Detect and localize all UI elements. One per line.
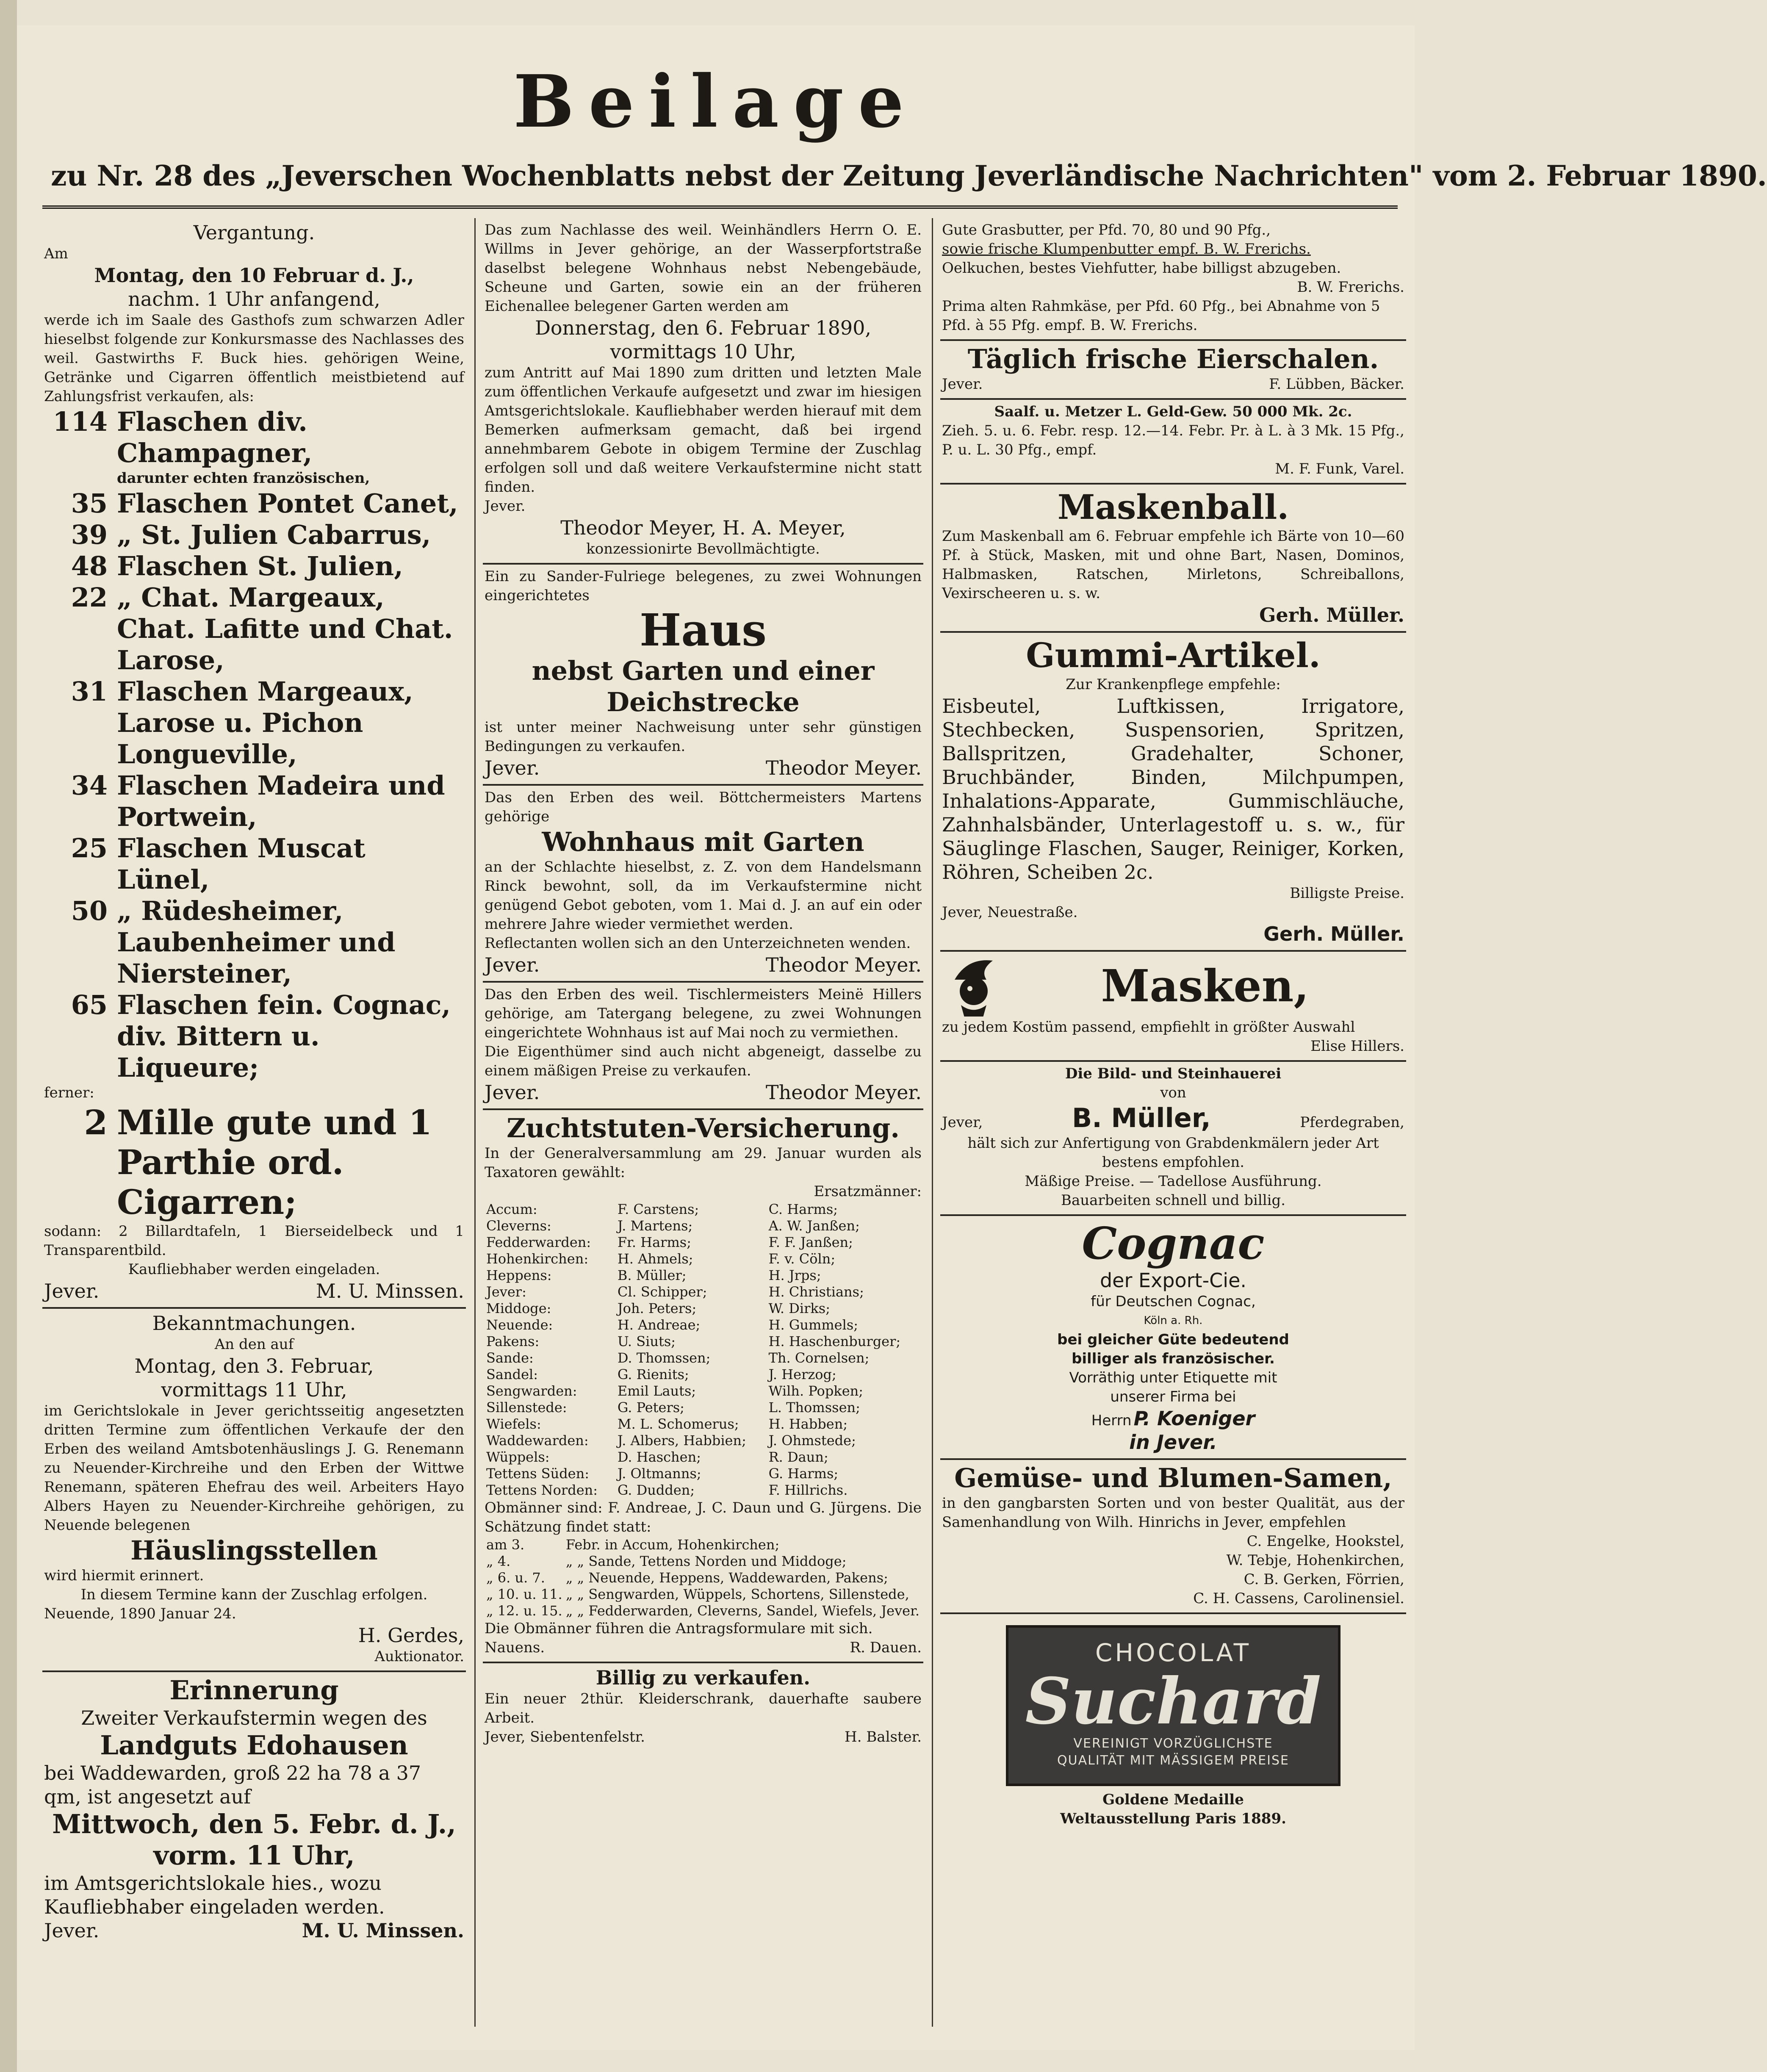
saat-l1: Saalf. u. Metzer L. Geld-Gew. 50 000 Mk. 2c. [994,403,1352,420]
bekannt-l2: Montag, den 3. Februar, [134,1355,374,1377]
haus-body: ist unter meiner Nachweisung unter sehr günstigen Bedingungen zu verkaufen. [485,719,922,755]
schedule-places: „ „ Sande, Tettens Norden und Middoge; [565,1553,847,1569]
vergantung-signature [44,1279,464,1303]
ad-billig [483,1663,923,1751]
taxator-row [485,1482,922,1499]
bekannt-sign: H. Gerdes, [358,1624,464,1647]
masthead-title: Beilage [513,59,919,144]
stein-place: Jever, [942,1114,983,1131]
wine-item-qty: 50 [71,895,108,926]
taxator-place: Jever: [486,1284,526,1300]
column-3 [940,218,1406,2027]
taxator-taxator: M. L. Schomerus; [617,1416,739,1432]
wein-sign: Theodor Meyer, H. A. Meyer, [560,516,846,539]
haus-sign: Theodor Meyer. [765,756,922,779]
taxator-row [485,1350,922,1366]
eier-place: Jever. [942,376,983,393]
billig-heading: Billig zu verkaufen. [595,1666,811,1689]
taxator-place: Sande: [486,1350,534,1366]
bekannt-heading: Bekanntmachungen. [152,1312,356,1335]
ad-gummi [940,633,1406,952]
gummi-heading: Gummi-Artikel. [1026,635,1321,675]
wine-item [44,406,464,469]
wine-item-desc: Flaschen fein. Cognac, div. Bittern u. Liqueure; [117,989,451,1083]
masken-heading: Masken, [1101,960,1309,1012]
ad-wohnhaus [483,786,923,983]
vergantung-time: nachm. 1 Uhr anfangend, [128,288,380,310]
haus-place: Jever. [485,756,540,779]
erinnerung-l5: im Amtsgerichtslokale hies., wozu Kaufliebhaber eingeladen werden. [44,1872,385,1918]
taxator-row [485,1284,922,1300]
wine-item-desc: „ St. Julien Cabarrus, [117,519,431,550]
schedule-places: „ „ Fedderwarden, Cleverns, Sandel, Wiefels, Jever. [565,1603,920,1619]
butter-l1: Gute Grasbutter, per Pfd. 70, 80 und 90 Pfg., [942,222,1271,238]
taxator-ersatz: J. Ohmstede; [768,1432,856,1449]
bekannt-note: In diesem Termine kann der Zuschlag erfolgen. [80,1586,428,1603]
wine-item [44,469,464,488]
stein-street: Pferdegraben, [1300,1114,1404,1131]
taxator-ersatz: H. Jrps; [768,1267,821,1283]
ad-zuchtstuten [483,1110,923,1663]
schedule-table [485,1537,922,1619]
taxator-ersatz: L. Thomssen; [768,1399,860,1415]
taxator-row [485,1317,922,1333]
taxator-taxator: G. Dudden; [617,1482,695,1498]
taxator-ersatz: F. Hillrichs. [768,1482,848,1498]
tischler-body: Das den Erben des weil. Tischlermeisters Meinë Hillers gehörige, am Tatergang belegene, zu zwei Wohnungen eingerichtete Wohnhaus ist auf Mai noch zu vermiethen. [485,986,922,1041]
masken-header [942,954,1404,1018]
taxator-taxator: D. Thomssen; [617,1350,711,1366]
wine-item-qty [44,469,117,488]
erinnerung-l3: bei Waddewarden, groß 22 ha 78 a 37 qm, ist angesetzt auf [44,1762,421,1808]
schedule-places: „ „ Sengwarden, Wüppels, Schortens, Sillenstede, [565,1586,909,1602]
butter-l2: sowie frische Klumpenbutter empf. B. W. Frerichs. [942,241,1311,258]
tischler-body2: Die Eigenthümer sind auch nicht abgeneigt, dasselbe zu einem mäßigen Preise zu verkaufen. [485,1043,922,1079]
samen-body: in den gangbarsten Sorten und von bester Qualität, aus der Samenhandlung von Wilh. Hinrichs in Jever, empfehlen [942,1495,1404,1531]
ad-haus [483,565,923,786]
taxator-row [485,1234,922,1251]
schedule-row [485,1570,922,1586]
taxator-ersatz: Wilh. Popken; [768,1383,864,1399]
suchard-l3: VEREINIGT VORZÜGLICHSTE [1073,1736,1273,1751]
eier-signature [942,375,1404,394]
schedule-date: „ 4. [486,1553,511,1569]
vergantung-ferner: ferner: [44,1084,94,1101]
wine-item-qty: 34 [71,770,108,801]
vergantung-extra-desc: Mille gute und 1 Parthie ord. Cigarren; [117,1102,432,1222]
taxator-taxator: Joh. Peters; [617,1300,697,1316]
wine-item-desc: Flaschen St. Julien, [117,551,403,582]
wohnhaus-signature [485,953,922,977]
taxator-place: Sandel: [486,1366,538,1382]
wine-item-desc: Flaschen Madeira und Portwein, [117,770,445,832]
erinnerung-place: Jever. [44,1919,100,1942]
taxator-row [485,1251,922,1267]
billig-body: Ein neuer 2thür. Kleiderschrank, dauerhafte saubere Arbeit. [485,1690,922,1726]
wine-item-desc: „ Rüdesheimer, Laubenheimer und Niersteiner, [117,895,396,989]
ad-samen [940,1460,1406,1614]
haus-intro: Ein zu Sander-Fulriege belegenes, zu zwei Wohnungen eingerichtetes [485,568,922,604]
column-2 [483,218,923,2027]
haus-big2: nebst Garten und einer Deichstrecke [532,655,875,717]
column-divider-1 [474,218,476,2027]
vergantung-kaufl: Kaufliebhaber werden eingeladen. [128,1261,380,1278]
taxator-place: Heppens: [486,1267,552,1283]
billig-place: Jever, Siebentenfelstr. [485,1729,645,1745]
masthead-rule [42,205,1398,209]
stein-name-row [942,1102,1404,1134]
column-divider-2 [932,218,933,2027]
maskenball-sign: Gerh. Müller. [1259,604,1404,626]
taxator-row [485,1465,922,1482]
stein-heading: Die Bild- und Steinhauerei [1065,1065,1282,1082]
wine-item-qty: 25 [71,833,108,864]
taxator-row [485,1300,922,1317]
taxator-place: Sengwarden: [486,1383,577,1399]
taxator-place: Fedderwarden: [486,1234,591,1250]
taxator-row [485,1432,922,1449]
zucht-place: Nauens. [485,1639,545,1656]
taxator-row [485,1416,922,1432]
billig-sign: H. Balster. [845,1729,922,1745]
schedule-places: „ „ Neuende, Heppens, Waddewarden, Pakens; [565,1570,888,1586]
wine-item-desc: „ Chat. Margeaux, Chat. Lafitte und Chat. Larose, [117,582,453,676]
taxator-place: Wüppels: [486,1449,550,1465]
wine-item-qty: 114 [53,406,108,437]
wein-role: konzessionirte Bevollmächtigte. [586,540,820,557]
taxator-ersatz: J. Herzog; [768,1366,836,1382]
haus-big: Haus [640,604,767,656]
masthead-subtitle: zu Nr. 28 des „Jeverschen Wochenblatts nebst der Zeitung Jeverländische Nachrichten" vom 2. Februar 1890. [51,159,1767,192]
taxator-place: Accum: [486,1201,537,1217]
taxator-taxator: J. Albers, Habbien; [617,1432,746,1449]
vergantung-sodann: sodann: 2 Billardtafeln, 1 Bierseidelbeck und 1 Transparentbild. [44,1223,464,1259]
zucht-signature [485,1638,922,1657]
taxator-place: Neuende: [486,1317,553,1333]
zucht-sign: R. Dauen. [850,1639,922,1656]
stein-name: B. Müller, [1072,1102,1211,1133]
taxator-place: Middoge: [486,1300,551,1316]
samen-names [942,1532,1404,1608]
wohnhaus-body2: Reflectanten wollen sich an den Unterzeichneten wenden. [485,935,911,952]
haus-signature [485,756,922,780]
ad-lotterie [940,400,1406,485]
schedule-date: „ 12. u. 15. [486,1603,562,1619]
schedule-row [485,1553,922,1570]
wine-item-qty: 31 [71,676,108,707]
erinnerung-l4: Mittwoch, den 5. Febr. d. J., vorm. 11 Uhr, [52,1809,456,1871]
jester-mask-icon [942,954,1005,1018]
binding-edge [0,0,17,2072]
bekannt-l1: An den auf [214,1336,294,1353]
butter-l4: Prima alten Rahmkäse, per Pfd. 60 Pfg., bei Abnahme von 5 Pfd. à 55 Pfg. empf. B. W. Frerichs. [942,298,1380,334]
cognac-l7: unserer Firma bei [1110,1388,1236,1405]
taxator-table [485,1201,922,1499]
zucht-obm: Obmänner sind: F. Andreae, J. C. Daun und G. Jürgens. Die Schätzung findet statt: [485,1499,922,1535]
butter-l3: Oelkuchen, bestes Viehfutter, habe billigst abzugeben. [942,260,1341,277]
cognac-l5: billiger als französischer. [1072,1350,1275,1367]
taxator-taxator: Cl. Schipper; [617,1284,707,1300]
taxator-place: Wiefels: [486,1416,541,1432]
taxator-ersatz: C. Harms; [768,1201,838,1217]
taxator-place: Tettens Süden: [486,1465,589,1482]
taxator-ersatz: A. W. Janßen; [768,1218,860,1234]
stein-l3: Bauarbeiten schnell und billig. [1061,1192,1286,1209]
taxator-row [485,1333,922,1350]
vergantung-place: Jever. [44,1280,100,1302]
bekannt-l3: vormittags 11 Uhr, [161,1378,347,1401]
stein-l2: Mäßige Preise. — Tadellose Ausführung. [1025,1173,1322,1190]
taxator-ersatz: H. Gummels; [768,1317,859,1333]
ad-masken [940,952,1406,1062]
taxator-ersatz: R. Daun; [768,1449,828,1465]
taxator-place: Waddewarden: [486,1432,589,1449]
schedule-row [485,1537,922,1553]
maskenball-heading: Maskenball. [1057,487,1289,527]
taxator-taxator: D. Haschen; [617,1449,701,1465]
zucht-heading: Zuchtstuten-Versicherung. [507,1113,900,1144]
wine-item [44,551,464,582]
wein-place: Jever. [485,498,526,515]
cognac-l1: der Export-Cie. [1100,1269,1247,1292]
eier-sign: F. Lübben, Bäcker. [1269,376,1404,393]
wine-item-desc: Flaschen Muscat Lünel, [117,833,366,895]
taxator-row [485,1267,922,1284]
vergantung-heading: Vergantung. [193,221,315,244]
stein-body: hält sich zur Anfertigung von Grabdenkmälern jeder Art bestens empfohlen. [967,1135,1379,1171]
schedule-date: „ 6. u. 7. [486,1570,545,1586]
zucht-intro: In der Generalversammlung am 29. Januar wurden als Taxatoren gewählt: [485,1145,922,1181]
saat-sign: M. F. Funk, Varel. [1275,460,1404,477]
wine-item [44,833,464,895]
taxator-place: Cleverns: [486,1218,551,1234]
taxator-taxator: H. Ahmels; [617,1251,693,1267]
wine-item [44,519,464,551]
wine-item-qty: 39 [71,519,108,550]
ad-maskenball [940,485,1406,633]
tischler-sign: Theodor Meyer. [765,1081,922,1104]
samen-dealer: W. Tebje, Hohenkirchen, [1226,1552,1404,1569]
vergantung-extra [44,1102,464,1222]
column-1 [42,218,466,2027]
bekannt-role: Auktionator. [374,1648,464,1665]
suchard-m1: Goldene Medaille [1102,1791,1244,1808]
ad-vergantung [42,218,466,1309]
taxator-taxator: J. Oltmanns; [617,1465,701,1482]
masken-body: zu jedem Kostüm passend, empfiehlt in größter Auswahl [942,1019,1355,1036]
suchard-l1: CHOCOLAT [1095,1638,1252,1667]
cognac-name: P. Koeniger [1133,1407,1255,1430]
wohnhaus-intro: Das den Erben des weil. Böttchermeisters Martens gehörige [485,789,922,825]
schedule-date: „ 10. u. 11. [486,1586,562,1602]
taxator-taxator: H. Andreae; [617,1317,701,1333]
wein-date: Donnerstag, den 6. Februar 1890, [535,316,872,339]
cognac-name-row [942,1407,1404,1430]
bekannt-dateline: Neuende, 1890 Januar 24. [44,1605,236,1622]
wine-item [44,488,464,519]
wine-item-qty: 48 [71,551,108,582]
taxator-row [485,1218,922,1234]
vergantung-extra-qty: 2 [84,1102,108,1142]
wine-item-qty: 22 [71,582,108,613]
cognac-l4: bei gleicher Güte bedeutend [1057,1331,1289,1348]
bekannt-big: Häuslingsstellen [130,1535,378,1566]
taxator-ersatz: H. Haschenburger; [768,1333,901,1349]
schedule-places: Febr. in Accum, Hohenkirchen; [565,1537,780,1553]
wine-item-desc: darunter echten französischen, [117,470,370,487]
ad-erinnerung [42,1672,466,1947]
vergantung-sign: M. U. Minssen. [316,1280,464,1302]
taxator-ersatz: F. F. Janßen; [768,1234,853,1250]
taxator-place: Tettens Norden: [486,1482,598,1498]
suchard-logo [1006,1625,1340,1786]
gummi-price: Billigste Preise. [1290,885,1404,902]
schedule-row [485,1586,922,1603]
erinnerung-l1: Zweiter Verkaufstermin wegen des [81,1706,427,1729]
taxator-place: Pakens: [486,1333,540,1349]
taxator-ersatz: H. Habben; [768,1416,848,1432]
erinnerung-signature [44,1919,464,1942]
taxator-ersatz: F. v. Cöln; [768,1251,836,1267]
samen-dealer: C. Engelke, Hookstel, [1246,1533,1404,1550]
gummi-sign: Gerh. Müller. [1263,922,1404,945]
wine-item [44,770,464,833]
erinnerung-l2: Landguts Edohausen [100,1730,408,1761]
erinnerung-heading: Erinnerung [169,1675,339,1706]
butter-s3: B. W. Frerichs. [1297,279,1404,296]
cognac-place: in Jever. [1129,1431,1217,1454]
cognac-l2: für Deutschen Cognac, [1091,1293,1256,1310]
maskenball-body: Zum Maskenball am 6. Februar empfehle ich Bärte von 10—60 Pf. à Stück, Masken, mit und ohne Bart, Nasen, Dominos, Halbmasken, Ratschen, Mirletons, Schreiballons, Vexirscheeren u. s. w. [942,528,1404,602]
gummi-intro: Zur Krankenpflege empfehle: [1066,676,1281,693]
taxator-taxator: Emil Lauts; [617,1383,696,1399]
ad-steinhauerei [940,1062,1406,1216]
taxator-taxator: F. Carstens; [617,1201,699,1217]
suchard-m2: Weltausstellung Paris 1889. [1060,1810,1286,1827]
tischler-place: Jever. [485,1081,540,1104]
taxator-ersatz: H. Christians; [768,1284,864,1300]
ad-bekanntmachungen [42,1309,466,1672]
taxator-ersatz: Th. Cornelsen; [768,1350,870,1366]
taxator-ersatz: W. Dirks; [768,1300,830,1316]
wine-item [44,582,464,676]
samen-dealer: C. B. Gerken, Förrien, [1244,1571,1404,1588]
wohnhaus-place: Jever. [485,953,540,976]
taxator-taxator: G. Peters; [617,1399,684,1415]
zucht-ersatz: Ersatzmänner: [814,1183,922,1200]
wine-item-desc: Flaschen Margeaux, Larose u. Pichon Longueville, [117,676,413,770]
gummi-body: Eisbeutel, Luftkissen, Irrigatore, Stechbecken, Suspensorien, Spritzen, Ballspritzen, Gradehalter, Schoner, Bruchbänder, Binden, Milchpumpen, Inhalations-Apparate, Gummischläuche, Zahnhalsbänder, Unterlagestoff u. s. w., für Säuglinge Flaschen, Sauger, Reiniger, Korken, Röhren, Scheiben 2c. [942,695,1404,884]
wine-item [44,676,464,770]
ad-weinhaendler [483,218,923,565]
suchard-l4: QUALITÄT MIT MÄSSIGEM PREISE [1057,1753,1289,1768]
saat-l2: Zieh. 5. u. 6. Febr. resp. 12.—14. Febr. Pr. à L. à 3 Mk. 15 Pfg., P. u. L. 30 Pfg., empf. [942,422,1404,458]
wohnhaus-big: Wohnhaus mit Garten [542,826,864,857]
taxator-taxator: U. Siuts; [617,1333,676,1349]
suchard-l2: Suchard [1025,1664,1321,1739]
taxator-row [485,1383,922,1399]
cognac-heading: Cognac [1082,1217,1265,1269]
ad-eierschalen [940,341,1406,400]
wine-item [44,895,464,989]
bekannt-remind: wird hiermit erinnert. [44,1567,204,1584]
eier-heading: Täglich frische Eierschalen. [967,343,1379,374]
wine-item-qty: 65 [71,989,108,1020]
taxator-taxator: J. Martens; [617,1218,693,1234]
gummi-place: Jever, Neuestraße. [942,904,1078,921]
taxator-taxator: G. Rienits; [617,1366,689,1382]
tischler-signature [485,1080,922,1104]
ad-tischler [483,983,923,1110]
wine-item-desc: Flaschen Pontet Canet, [117,488,458,519]
wohnhaus-body: an der Schlachte hieselbst, z. Z. von dem Handelsmann Rinck bewohnt, soll, da im Verkaufstermine nicht genügend Gebot geboten, vom 1. Mai d. J. an auf ein oder mehrere Jahre wieder vermiethet werden. [485,859,922,933]
vergantung-date: Montag, den 10 Februar d. J., [94,264,414,287]
wohnhaus-sign: Theodor Meyer. [765,953,922,976]
taxator-taxator: Fr. Harms; [617,1234,691,1250]
taxator-taxator: B. Müller; [617,1267,687,1283]
ad-cognac [940,1216,1406,1460]
wine-item [44,989,464,1083]
zucht-closing: Die Obmänner führen die Antragsformulare mit sich. [485,1620,873,1637]
wein-body: Das zum Nachlasse des weil. Weinhändlers Herrn O. E. Willms in Jever gehörige, an der Wasserpfortstraße daselbst belegene Wohnhaus nebst Nebengebäude, Scheune und Garten, sowie ein an der früheren Eichenallee belegener Garten werden am [485,222,922,315]
newspaper-page [17,25,1767,2050]
wine-item-desc: Flaschen div. Champagner, [117,406,313,468]
taxator-place: Sillenstede: [486,1399,567,1415]
schedule-date: am 3. [486,1537,525,1553]
ad-butter [940,218,1406,341]
cognac-herrn: Herrn [1091,1412,1132,1429]
cognac-l6: Vorräthig unter Etiquette mit [1069,1369,1277,1386]
wein-body2: zum Antritt auf Mai 1890 zum dritten und letzten Male zum öffentlichen Verkaufe aufgesetzt und zwar im hiesigen Amtsgerichtslokale. Kaufliebhaber werden hierauf mit dem Bemerken aufmerksam gemacht, daß bei irgend annehmbarem Gebote in obigem Termine der Zuschlag erfolgen soll und daß weitere Verkaufstermine nicht statt finden. [485,364,922,496]
stein-von: von [1160,1084,1186,1101]
samen-heading: Gemüse- und Blumen-Samen, [954,1463,1392,1493]
schedule-row [485,1603,922,1619]
ad-suchard [940,1614,1406,1833]
wine-item-qty: 35 [71,488,108,519]
taxator-row [485,1449,922,1465]
vergantung-intro: werde ich im Saale des Gasthofs zum schwarzen Adler hieselbst folgende zur Konkursmasse des Nachlasses des weil. Gastwirths F. Buck hies. gehörigen Weine, Getränke und Cigarren öffentlich meistbietend auf Zahlungsfrist verkaufen, als: [44,312,464,405]
taxator-ersatz: G. Harms; [768,1465,839,1482]
cognac-l3: Köln a. Rh. [1144,1314,1203,1327]
vergantung-items [44,406,464,1083]
taxator-row [485,1201,922,1218]
erinnerung-sign: M. U. Minssen. [302,1919,464,1942]
samen-dealer: C. H. Cassens, Carolinensiel. [1193,1590,1404,1607]
taxator-place: Hohenkirchen: [486,1251,589,1267]
billig-signature [485,1728,922,1747]
taxator-row [485,1399,922,1416]
wein-time: vormittags 10 Uhr, [610,340,796,363]
vergantung-am: Am [44,245,68,262]
masken-sign: Elise Hillers. [1310,1038,1404,1055]
bekannt-body: im Gerichtslokale in Jever gerichtsseitig angesetzten dritten Termine zum öffentlichen Verkaufe der den Erben des weiland Amtsbotenhäuslings J. G. Renemann zu Neuender-Kirchreihe und den Erben der Wittwe Renemann, späteren Ehefrau des weil. Arbeiters Hayo Albers Hayen zu Neuender-Kirchreihe gehörigen, zu Neuende belegenen [44,1402,464,1534]
taxator-row [485,1366,922,1383]
